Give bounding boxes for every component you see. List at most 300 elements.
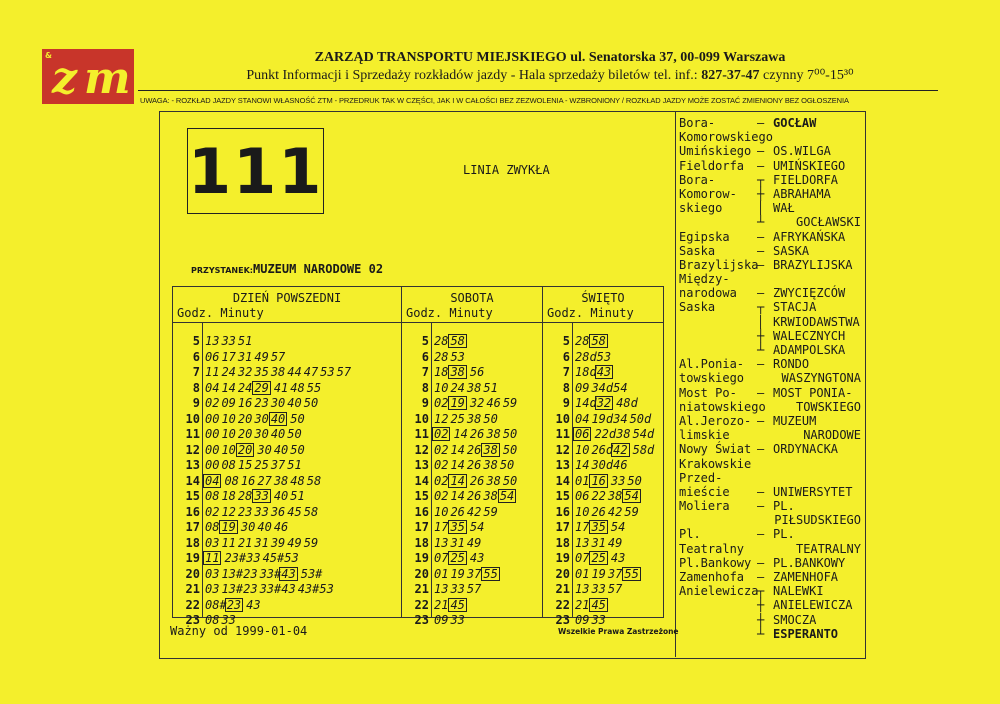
- minute-value: 02: [205, 396, 220, 410]
- minute-value: 59: [624, 504, 639, 519]
- minute-value: 38: [486, 473, 501, 488]
- minutes-cell: [575, 412, 653, 428]
- hour-cell: 16: [185, 504, 200, 519]
- minute-value: 04: [575, 411, 590, 426]
- route-connector: –: [757, 385, 765, 400]
- minute-value: 48d: [616, 396, 638, 410]
- minute-value: 51: [287, 458, 302, 472]
- street-name: Al.Ponia-: [679, 357, 745, 372]
- route-row: [679, 542, 865, 556]
- hour-cell: 9: [421, 396, 429, 410]
- route-connector: –: [757, 527, 765, 542]
- table-row: [173, 396, 401, 412]
- minutes-cell: [434, 334, 470, 350]
- route-row: [679, 513, 865, 527]
- table-row: [543, 427, 663, 443]
- table-row: [173, 427, 401, 443]
- hour-cell: 13: [555, 458, 570, 472]
- minute-value: 59: [483, 504, 498, 519]
- minute-value: [205, 474, 222, 490]
- table-row: [402, 520, 542, 536]
- ztm-logo: [42, 49, 134, 104]
- minute-value: 43#53: [297, 582, 334, 596]
- stop-name: OS.WILGA: [773, 144, 831, 159]
- boxed-minute: 25: [591, 551, 606, 565]
- street-name: Komorowskiego: [679, 130, 773, 145]
- route-list: [679, 116, 865, 641]
- minute-value: 44: [287, 365, 302, 379]
- table-row: [173, 350, 401, 366]
- minute-value: 50: [502, 427, 518, 441]
- minute-value: [450, 365, 467, 381]
- minute-value: 14d32: [575, 396, 612, 410]
- route-row: [679, 286, 865, 300]
- minutes-cell: [205, 505, 320, 521]
- hour-cell: 10: [185, 411, 200, 426]
- minutes-cell: [575, 350, 613, 366]
- route-row: [679, 116, 865, 130]
- minute-value: 45#53: [262, 551, 299, 565]
- route-row: [679, 442, 865, 456]
- minute-value: [450, 334, 467, 350]
- line-number: 111: [188, 135, 324, 208]
- minute-value: 26d42: [591, 442, 628, 457]
- hour-cell: 16: [555, 504, 570, 519]
- minute-value: 10: [575, 442, 590, 457]
- route-row: [679, 144, 865, 158]
- route-row: [679, 570, 865, 584]
- route-row: [679, 584, 865, 598]
- table-row: [173, 489, 401, 505]
- minute-value: [500, 489, 517, 505]
- stop-name: MOST PONIA-: [773, 385, 853, 400]
- minute-value: 54: [469, 520, 485, 534]
- info-phone: 827-37-47: [701, 68, 760, 83]
- minute-value: 17: [575, 520, 590, 534]
- minute-value: 50: [290, 411, 305, 426]
- boxed-minute: 43: [596, 365, 612, 379]
- minute-value: 32: [237, 365, 253, 379]
- stop-name: GOCŁAW: [773, 116, 817, 130]
- route-row: [679, 159, 865, 173]
- minute-value: 13: [575, 582, 590, 596]
- minute-value: 33: [221, 334, 236, 348]
- route-row: [679, 329, 865, 343]
- street-name: Egipska: [679, 229, 730, 244]
- table-row: [173, 381, 401, 397]
- hour-cell: 5: [421, 334, 429, 348]
- minutes-cell: [205, 443, 307, 459]
- minute-value: 02: [434, 473, 449, 488]
- minute-value: 07: [575, 551, 590, 565]
- minute-value: [450, 598, 467, 614]
- info-hours: 7⁰⁰-15³⁰: [806, 68, 854, 83]
- minute-value: 14: [450, 442, 465, 457]
- minute-value: 21: [575, 597, 590, 612]
- minute-value: 58: [306, 473, 322, 488]
- boxed-minute: 23: [226, 597, 242, 612]
- street-name: Krakowskie: [679, 456, 752, 471]
- route-connector: –: [757, 116, 765, 130]
- minute-value: 26: [466, 489, 482, 503]
- table-row: [173, 365, 401, 381]
- minute-value: 30: [254, 427, 269, 441]
- minute-value: 51: [237, 334, 253, 348]
- table-row: [173, 598, 401, 614]
- line-kind: LINIA ZWYKŁA: [463, 163, 550, 177]
- minute-value: 10: [221, 411, 236, 426]
- route-connector: –: [757, 286, 765, 301]
- table-row: [173, 520, 401, 536]
- table-row: [402, 365, 542, 381]
- hour-cell: 23: [414, 613, 429, 627]
- header-rule: [138, 90, 938, 91]
- boxed-minute: 54: [499, 489, 515, 503]
- stop-name: GOCŁAWSKI: [795, 215, 861, 230]
- hour-cell: 6: [192, 349, 200, 364]
- table-row: [402, 551, 542, 567]
- street-name: Most Po-: [679, 385, 737, 400]
- minute-value: 10: [434, 380, 449, 395]
- minute-value: 42: [466, 504, 482, 519]
- hour-cell: 15: [185, 489, 200, 503]
- stop-name: PL.: [773, 499, 795, 514]
- minutes-cell: [434, 396, 519, 412]
- stop-name: AFRYKAŃSKA: [773, 229, 846, 244]
- minute-value: 14: [450, 458, 465, 472]
- table-row: [173, 536, 401, 552]
- minute-value: 25: [450, 411, 465, 426]
- table-saturday: [401, 286, 543, 627]
- minute-value: 53#: [300, 566, 323, 581]
- minute-value: 54: [610, 520, 626, 534]
- hour-cell: 7: [421, 365, 429, 379]
- minute-value: 50: [287, 427, 302, 441]
- minute-value: 01: [575, 566, 590, 581]
- route-row: [679, 201, 865, 215]
- minutes-cell: [434, 365, 486, 381]
- route-connector: –: [757, 442, 765, 457]
- minute-value: 38: [270, 365, 286, 379]
- minutes-cell: [575, 334, 611, 350]
- table-row: [543, 505, 663, 521]
- hour-cell: 10: [555, 411, 570, 426]
- table-row: [402, 412, 542, 428]
- rights-notice: Wszelkie Prawa Zastrzeżone: [558, 627, 679, 636]
- hour-cell: 17: [555, 520, 570, 534]
- stop-name: SMOCZA: [773, 612, 817, 627]
- hour-cell: 19: [555, 551, 570, 565]
- hour-cell: 11: [555, 427, 570, 441]
- stop-name: ZWYCIĘZCÓW: [773, 286, 846, 301]
- route-connector: ┴: [757, 215, 765, 230]
- street-name: Al.Jerozo-: [679, 413, 752, 428]
- stop-name: TOWSKIEGO: [795, 399, 861, 414]
- table-holiday: [542, 286, 664, 627]
- minute-value: 33: [254, 504, 269, 519]
- route-row: [679, 598, 865, 612]
- route-row: [679, 215, 865, 229]
- minute-value: 37: [607, 566, 623, 581]
- header-org-line: [140, 50, 960, 66]
- minutes-cell: [205, 598, 263, 614]
- hour-cell: 9: [192, 396, 200, 410]
- stop-name: NALEWKI: [773, 584, 824, 599]
- minute-value: 09: [575, 380, 590, 395]
- minute-value: 33: [591, 613, 606, 627]
- route-connector: –: [757, 229, 765, 244]
- minute-value: 35: [254, 365, 269, 379]
- boxed-minute: 25: [450, 551, 465, 565]
- street-name: narodowa: [679, 286, 737, 301]
- minute-value: 50: [303, 396, 319, 410]
- hour-cell: 5: [192, 334, 200, 348]
- boxed-minute: 54: [624, 489, 639, 503]
- minute-value: 49: [466, 535, 482, 550]
- route-row: [679, 386, 865, 400]
- minutes-cell: [434, 381, 500, 397]
- stop-name: WAŁ: [773, 201, 795, 216]
- minute-value: [450, 520, 467, 536]
- minute-value: 53: [450, 349, 465, 364]
- minute-value: 28d53: [575, 349, 612, 364]
- minute-value: 10: [221, 427, 236, 441]
- hour-cell: 21: [185, 582, 200, 596]
- route-connector: ┬: [757, 300, 765, 315]
- minute-value: 38: [466, 411, 482, 426]
- logo-tm: m: [84, 53, 129, 104]
- table-row: [543, 489, 663, 505]
- minute-value: 16: [237, 396, 253, 410]
- boxed-minute: 11: [205, 551, 220, 565]
- table-row: [173, 582, 401, 598]
- stop-name: TEATRALNY: [795, 541, 861, 556]
- minutes-cell: [575, 427, 656, 443]
- org-name: ZARZĄD TRANSPORTU MIEJSKIEGO: [314, 50, 567, 65]
- route-connector: ┴: [757, 626, 765, 641]
- minute-value: 30: [257, 442, 272, 457]
- minute-value: 45: [287, 504, 302, 519]
- hour-cell: 14: [555, 473, 570, 488]
- table-row: [543, 567, 663, 583]
- stop-name: ANIELEWICZA: [773, 598, 853, 613]
- table-row: [402, 582, 542, 598]
- street-name: Fieldorfa: [679, 158, 745, 173]
- route-row: [679, 130, 865, 144]
- minute-value: 58d: [632, 442, 655, 457]
- route-row: [679, 173, 865, 187]
- minute-value: 19: [591, 566, 606, 581]
- route-connector: ┼: [757, 598, 765, 613]
- minute-value: 01: [434, 566, 449, 581]
- boxed-minute: 19: [450, 396, 465, 410]
- hour-cell: 5: [562, 334, 570, 348]
- minute-value: 13#23: [221, 582, 258, 596]
- street-name: niatowskiego: [679, 399, 766, 414]
- boxed-minute: 45: [450, 597, 465, 612]
- minute-value: 41: [273, 380, 289, 395]
- hour-cell: 6: [562, 349, 570, 364]
- street-name: Bora-: [679, 172, 716, 187]
- boxed-minute: 20: [237, 442, 253, 457]
- minute-value: 26: [469, 427, 485, 441]
- stop-name: RONDO: [773, 357, 810, 372]
- table-weekday: [172, 286, 402, 627]
- table-row: [543, 474, 663, 490]
- minute-value: 28: [434, 334, 449, 348]
- minute-value: 25: [254, 458, 269, 472]
- minute-value: 38: [486, 427, 501, 441]
- minute-value: 57: [466, 582, 482, 596]
- minute-value: 02: [434, 458, 449, 472]
- boxed-minute: 16: [591, 473, 606, 488]
- table-row: [402, 427, 542, 443]
- table-rows: [402, 334, 542, 629]
- route-connector: –: [757, 555, 765, 570]
- route-connector: –: [757, 357, 765, 372]
- minute-value: 02: [205, 504, 220, 519]
- minute-value: 03: [205, 582, 220, 596]
- stop-name: ABRAHAMA: [773, 186, 831, 201]
- hour-cell: 9: [562, 396, 570, 410]
- street-name: limskie: [679, 428, 730, 443]
- stop-name: PIŁSUDSKIEGO: [774, 513, 861, 528]
- table-row: [543, 334, 663, 350]
- hour-cell: 20: [555, 566, 570, 581]
- street-name: Zamenhofa: [679, 570, 745, 584]
- minute-value: 54d: [632, 427, 655, 441]
- minutes-cell: [575, 396, 640, 412]
- route-row: [679, 258, 865, 272]
- minute-value: 06: [575, 489, 590, 503]
- route-row: [679, 371, 865, 385]
- table-row: [402, 613, 542, 629]
- minutes-cell: [575, 365, 616, 381]
- minutes-cell: [575, 474, 644, 490]
- minute-value: 30: [254, 411, 269, 426]
- minute-value: 24: [221, 365, 236, 379]
- minute-value: 40: [257, 520, 272, 534]
- minute-value: 57: [270, 349, 286, 364]
- street-name: Brazylijska: [679, 257, 759, 272]
- route-row: [679, 428, 865, 442]
- minute-value: 33: [610, 473, 626, 488]
- table-row: [543, 582, 663, 598]
- street-name: towskiego: [679, 371, 745, 386]
- table-row: [543, 443, 663, 459]
- stop-name: WALECZNYCH: [773, 328, 846, 343]
- street-name: Umińskiego: [679, 144, 752, 159]
- minute-value: 13: [205, 334, 220, 348]
- minute-value: [271, 412, 288, 428]
- street-name: mieście: [679, 484, 730, 499]
- street-name: Przed-: [679, 470, 723, 485]
- boxed-minute: 33: [254, 489, 269, 503]
- stop-label: PRZYSTANEK:: [191, 266, 253, 275]
- hour-cell: 19: [414, 551, 429, 565]
- info-prefix: Punkt Informacji i Sprzedaży rozkładów jazdy - Hala sprzedaży biletów tel. inf.:: [246, 68, 698, 83]
- table-title: ŚWIĘTO: [581, 291, 625, 305]
- hour-cell: 22: [555, 597, 570, 612]
- minute-value: 03: [205, 535, 220, 550]
- minute-value: 22: [591, 489, 606, 503]
- table-row: [402, 474, 542, 490]
- minute-value: 37: [270, 458, 286, 472]
- minutes-cell: [205, 474, 323, 490]
- minute-value: 40: [270, 427, 286, 441]
- minute-value: 10: [575, 504, 590, 519]
- minutes-cell: [434, 412, 500, 428]
- minutes-cell: [205, 489, 307, 505]
- stop-name: STACJA: [773, 300, 817, 315]
- minute-value: [450, 551, 467, 567]
- table-rows: [173, 334, 401, 629]
- route-row: [679, 457, 865, 471]
- minute-value: 51: [483, 380, 498, 395]
- minute-value: 02: [434, 396, 449, 410]
- header-info-line: [140, 67, 960, 84]
- minute-value: 10: [221, 442, 236, 457]
- route-connector: –: [757, 413, 765, 428]
- minute-value: 18: [434, 365, 449, 379]
- table-row: [402, 598, 542, 614]
- minute-value: 43: [246, 597, 261, 612]
- minute-value: 11: [205, 365, 220, 379]
- minute-value: 09: [575, 613, 590, 627]
- minute-value: 46: [486, 396, 501, 410]
- boxed-minute: 29: [254, 380, 269, 395]
- minutes-cell: [434, 505, 500, 521]
- minute-value: 02: [434, 442, 449, 457]
- hour-cell: 13: [185, 458, 200, 472]
- minute-value: 08: [224, 473, 239, 488]
- stop-name: UNIWERSYTET: [773, 484, 853, 499]
- minute-value: 51: [290, 489, 305, 503]
- minute-value: 13#23: [221, 566, 258, 581]
- route-row: [679, 357, 865, 371]
- stop-name: PL.BANKOWY: [773, 555, 846, 570]
- table-row: [173, 443, 401, 459]
- minute-value: 22d38: [594, 427, 631, 441]
- table-subheader: Godz. Minuty: [177, 306, 264, 320]
- minute-value: [591, 551, 608, 567]
- minute-value: 40: [273, 489, 289, 503]
- table-row: [402, 567, 542, 583]
- stop-name: MUZEUM NARODOWE 02: [253, 262, 384, 276]
- stop-name: NARODOWE: [803, 428, 861, 443]
- stop-name: ADAMPOLSKA: [773, 343, 846, 357]
- minute-value: 26: [591, 504, 606, 519]
- table-row: [173, 334, 401, 350]
- minute-value: 33: [221, 613, 236, 627]
- hour-cell: 8: [192, 380, 200, 395]
- minute-value: 08: [205, 613, 220, 627]
- minute-value: 59: [303, 535, 319, 550]
- minute-value: 00: [205, 427, 220, 441]
- minute-value: 50d: [629, 411, 652, 426]
- minute-value: 09: [221, 396, 236, 410]
- minute-value: 31: [450, 535, 465, 550]
- minutes-cell: [575, 520, 627, 536]
- route-row: [679, 471, 865, 485]
- table-row: [402, 489, 542, 505]
- hour-cell: 7: [562, 365, 570, 379]
- table-row: [173, 567, 401, 583]
- minute-value: 47: [303, 365, 319, 379]
- route-connector: –: [757, 257, 765, 272]
- minutes-cell: [434, 489, 519, 505]
- minute-value: 40: [287, 396, 302, 410]
